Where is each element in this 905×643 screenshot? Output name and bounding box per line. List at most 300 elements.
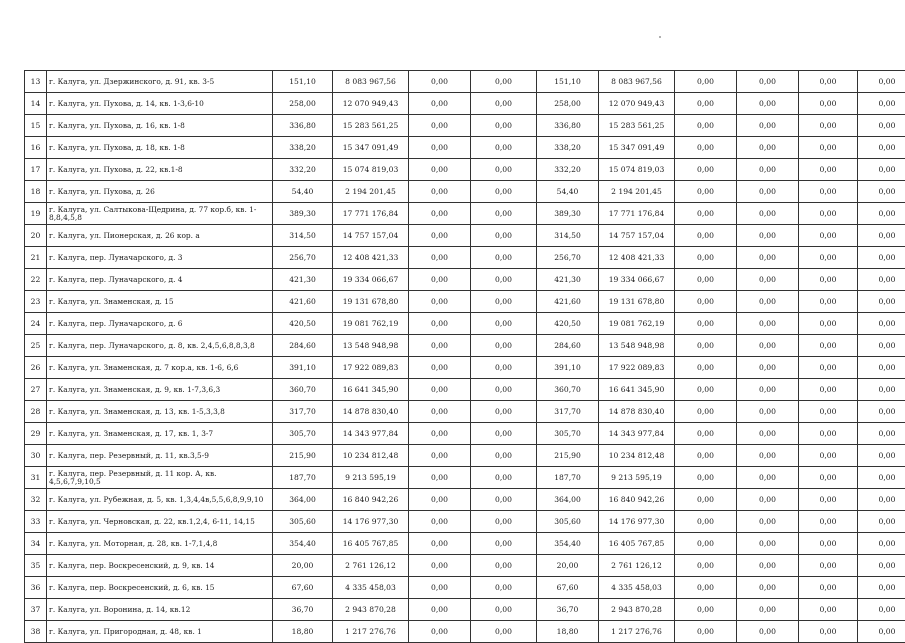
cost-total-cell: 15 347 091,49: [333, 137, 409, 159]
value-cell: 0,00: [799, 181, 858, 203]
area-total-cell: 20,00: [273, 555, 333, 577]
row-number-cell: 13: [25, 71, 47, 93]
housing-table: [24, 70, 905, 643]
area-total-cell: 420,50: [273, 313, 333, 335]
value-cell: 0,00: [409, 269, 471, 291]
value-cell: 0,00: [675, 335, 737, 357]
value-cell: 0,00: [471, 93, 537, 115]
table-row: [25, 511, 905, 533]
table-row: [25, 291, 905, 313]
value-cell: 0,00: [737, 225, 799, 247]
address-cell: г. Калуга, ул. Знаменская, д. 17, кв. 1, 3-7: [47, 423, 273, 445]
value-cell: 0,00: [409, 401, 471, 423]
cost-cell: 19 081 762,19: [599, 313, 675, 335]
value-cell: 0,00: [799, 357, 858, 379]
row-number-cell: 36: [25, 577, 47, 599]
address-cell: г. Калуга, ул. Дзержинского, д. 91, кв. 3-5: [47, 71, 273, 93]
area-total-cell: 391,10: [273, 357, 333, 379]
area-cell: 314,50: [537, 225, 599, 247]
table-row: [25, 93, 905, 115]
cost-total-cell: 4 335 458,03: [333, 577, 409, 599]
value-cell: 0,00: [799, 247, 858, 269]
value-cell: 0,00: [471, 115, 537, 137]
value-cell: 0,00: [471, 269, 537, 291]
area-cell: 67,60: [537, 577, 599, 599]
value-cell: 0,00: [799, 225, 858, 247]
value-cell: 0,00: [675, 445, 737, 467]
address-cell: г. Калуга, ул. Знаменская, д. 7 кор.а, кв. 1-6, 6,6: [47, 357, 273, 379]
value-cell: 0,00: [675, 115, 737, 137]
value-cell: 0,00: [737, 533, 799, 555]
table-row: [25, 115, 905, 137]
cost-cell: 16 641 345,90: [599, 379, 675, 401]
value-cell: 0,00: [737, 489, 799, 511]
value-cell: 0,00: [409, 621, 471, 643]
value-cell: 0,00: [675, 599, 737, 621]
value-cell: 0,00: [409, 533, 471, 555]
value-cell: 0,00: [799, 577, 858, 599]
row-number-cell: 30: [25, 445, 47, 467]
address-cell: г. Калуга, ул. Моторная, д. 28, кв. 1-7,1,4,8: [47, 533, 273, 555]
value-cell: 0,00: [409, 577, 471, 599]
value-cell: 0,00: [858, 621, 905, 643]
cost-total-cell: 2 761 126,12: [333, 555, 409, 577]
value-cell: 0,00: [675, 225, 737, 247]
value-cell: 0,00: [737, 357, 799, 379]
value-cell: 0,00: [675, 181, 737, 203]
area-total-cell: 360,70: [273, 379, 333, 401]
value-cell: 0,00: [675, 93, 737, 115]
value-cell: 0,00: [675, 203, 737, 225]
table-row: [25, 489, 905, 511]
value-cell: 0,00: [409, 599, 471, 621]
value-cell: 0,00: [799, 313, 858, 335]
value-cell: 0,00: [858, 137, 905, 159]
table-row: [25, 181, 905, 203]
cost-total-cell: 14 176 977,30: [333, 511, 409, 533]
cost-total-cell: 19 334 066,67: [333, 269, 409, 291]
value-cell: 0,00: [858, 247, 905, 269]
row-number-cell: 20: [25, 225, 47, 247]
cost-total-cell: 1 217 276,76: [333, 621, 409, 643]
cost-cell: 17 771 176,84: [599, 203, 675, 225]
area-total-cell: 258,00: [273, 93, 333, 115]
value-cell: 0,00: [737, 423, 799, 445]
area-cell: 215,90: [537, 445, 599, 467]
value-cell: 0,00: [858, 335, 905, 357]
value-cell: 0,00: [799, 621, 858, 643]
row-number-cell: 28: [25, 401, 47, 423]
cost-cell: 14 176 977,30: [599, 511, 675, 533]
cost-cell: 15 347 091,49: [599, 137, 675, 159]
area-cell: 54,40: [537, 181, 599, 203]
value-cell: 0,00: [409, 467, 471, 489]
table-row: [25, 203, 905, 225]
value-cell: 0,00: [409, 225, 471, 247]
row-number-cell: 24: [25, 313, 47, 335]
row-number-cell: 34: [25, 533, 47, 555]
area-total-cell: 305,60: [273, 511, 333, 533]
row-number-cell: 19: [25, 203, 47, 225]
value-cell: 0,00: [799, 159, 858, 181]
value-cell: 0,00: [409, 71, 471, 93]
value-cell: 0,00: [409, 489, 471, 511]
value-cell: 0,00: [858, 269, 905, 291]
value-cell: 0,00: [675, 423, 737, 445]
area-cell: 317,70: [537, 401, 599, 423]
table-row: [25, 225, 905, 247]
address-cell: г. Калуга, ул. Пионерская, д. 26 кор. а: [47, 225, 273, 247]
value-cell: 0,00: [471, 445, 537, 467]
area-total-cell: 67,60: [273, 577, 333, 599]
cost-total-cell: 16 641 345,90: [333, 379, 409, 401]
value-cell: 0,00: [799, 379, 858, 401]
area-cell: 256,70: [537, 247, 599, 269]
cost-total-cell: 2 194 201,45: [333, 181, 409, 203]
address-cell: г. Калуга, ул. Салтыкова-Щедрина, д. 77 кор.б, кв. 1-8,8,4,5,8: [47, 203, 273, 225]
value-cell: 0,00: [471, 181, 537, 203]
value-cell: 0,00: [737, 159, 799, 181]
table-row: [25, 445, 905, 467]
value-cell: 0,00: [799, 137, 858, 159]
value-cell: 0,00: [737, 181, 799, 203]
cost-total-cell: 8 083 967,56: [333, 71, 409, 93]
area-total-cell: 256,70: [273, 247, 333, 269]
area-cell: 354,40: [537, 533, 599, 555]
cost-total-cell: 10 234 812,48: [333, 445, 409, 467]
value-cell: 0,00: [799, 93, 858, 115]
value-cell: 0,00: [409, 93, 471, 115]
cost-cell: 2 943 870,28: [599, 599, 675, 621]
cost-cell: 16 405 767,85: [599, 533, 675, 555]
value-cell: 0,00: [471, 291, 537, 313]
value-cell: 0,00: [737, 313, 799, 335]
area-total-cell: 336,80: [273, 115, 333, 137]
cost-total-cell: 15 283 561,25: [333, 115, 409, 137]
value-cell: 0,00: [675, 555, 737, 577]
address-cell: г. Калуга, пер. Резервный, д. 11, кв.3,5-9: [47, 445, 273, 467]
document-sheet: [24, 70, 905, 643]
value-cell: 0,00: [858, 511, 905, 533]
value-cell: 0,00: [471, 71, 537, 93]
value-cell: 0,00: [799, 533, 858, 555]
value-cell: 0,00: [799, 599, 858, 621]
cost-cell: 8 083 967,56: [599, 71, 675, 93]
table-row: [25, 401, 905, 423]
cost-total-cell: 17 771 176,84: [333, 203, 409, 225]
row-number-cell: 15: [25, 115, 47, 137]
value-cell: 0,00: [858, 181, 905, 203]
value-cell: 0,00: [409, 511, 471, 533]
value-cell: 0,00: [737, 115, 799, 137]
value-cell: 0,00: [409, 357, 471, 379]
row-number-cell: 18: [25, 181, 47, 203]
value-cell: 0,00: [471, 203, 537, 225]
value-cell: 0,00: [737, 621, 799, 643]
address-cell: г. Калуга, ул. Рубежная, д. 5, кв. 1,3,4,4в,5,5,6,8,9,9,10: [47, 489, 273, 511]
cost-cell: 10 234 812,48: [599, 445, 675, 467]
area-total-cell: 389,30: [273, 203, 333, 225]
area-cell: 20,00: [537, 555, 599, 577]
value-cell: 0,00: [675, 401, 737, 423]
value-cell: 0,00: [471, 357, 537, 379]
address-cell: г. Калуга, пер. Воскресенский, д. 6, кв. 15: [47, 577, 273, 599]
value-cell: 0,00: [858, 379, 905, 401]
cost-total-cell: 14 757 157,04: [333, 225, 409, 247]
table-row: [25, 555, 905, 577]
address-cell: г. Калуга, пер. Воскресенский, д. 9, кв. 14: [47, 555, 273, 577]
cost-cell: 1 217 276,76: [599, 621, 675, 643]
value-cell: 0,00: [858, 577, 905, 599]
value-cell: 0,00: [409, 291, 471, 313]
cost-total-cell: 17 922 089,83: [333, 357, 409, 379]
table-row: [25, 621, 905, 643]
value-cell: 0,00: [858, 445, 905, 467]
value-cell: 0,00: [471, 599, 537, 621]
value-cell: 0,00: [858, 533, 905, 555]
value-cell: 0,00: [737, 445, 799, 467]
value-cell: 0,00: [675, 533, 737, 555]
value-cell: 0,00: [675, 291, 737, 313]
value-cell: 0,00: [799, 203, 858, 225]
area-total-cell: 364,00: [273, 489, 333, 511]
cost-cell: 19 334 066,67: [599, 269, 675, 291]
value-cell: 0,00: [737, 269, 799, 291]
value-cell: 0,00: [675, 489, 737, 511]
value-cell: 0,00: [675, 621, 737, 643]
value-cell: 0,00: [858, 203, 905, 225]
area-total-cell: 338,20: [273, 137, 333, 159]
cost-total-cell: 19 081 762,19: [333, 313, 409, 335]
value-cell: 0,00: [675, 467, 737, 489]
address-cell: г. Калуга, ул. Пухова, д. 14, кв. 1-3,6-10: [47, 93, 273, 115]
table-row: [25, 423, 905, 445]
area-total-cell: 54,40: [273, 181, 333, 203]
area-total-cell: 354,40: [273, 533, 333, 555]
cost-total-cell: 16 840 942,26: [333, 489, 409, 511]
table-row: [25, 335, 905, 357]
area-cell: 389,30: [537, 203, 599, 225]
area-total-cell: 314,50: [273, 225, 333, 247]
value-cell: 0,00: [737, 511, 799, 533]
value-cell: 0,00: [675, 357, 737, 379]
value-cell: 0,00: [858, 291, 905, 313]
value-cell: 0,00: [409, 203, 471, 225]
area-cell: 338,20: [537, 137, 599, 159]
value-cell: 0,00: [799, 71, 858, 93]
cost-total-cell: 9 213 595,19: [333, 467, 409, 489]
address-cell: г. Калуга, ул. Пригородная, д. 48, кв. 1: [47, 621, 273, 643]
value-cell: 0,00: [737, 577, 799, 599]
value-cell: 0,00: [409, 313, 471, 335]
value-cell: 0,00: [799, 489, 858, 511]
value-cell: 0,00: [675, 269, 737, 291]
value-cell: 0,00: [799, 335, 858, 357]
value-cell: 0,00: [858, 313, 905, 335]
value-cell: 0,00: [858, 489, 905, 511]
value-cell: 0,00: [799, 269, 858, 291]
cost-total-cell: 12 070 949,43: [333, 93, 409, 115]
row-number-cell: 29: [25, 423, 47, 445]
value-cell: 0,00: [737, 555, 799, 577]
value-cell: 0,00: [409, 159, 471, 181]
value-cell: 0,00: [675, 511, 737, 533]
table-row: [25, 357, 905, 379]
cost-total-cell: 15 074 819,03: [333, 159, 409, 181]
address-cell: г. Калуга, ул. Пухова, д. 26: [47, 181, 273, 203]
area-total-cell: 36,70: [273, 599, 333, 621]
value-cell: 0,00: [799, 291, 858, 313]
area-cell: 421,60: [537, 291, 599, 313]
address-cell: г. Калуга, пер. Резервный, д. 11 кор. А, кв. 4,5,6,7,9,10,5: [47, 467, 273, 489]
cost-cell: 14 757 157,04: [599, 225, 675, 247]
cost-cell: 2 194 201,45: [599, 181, 675, 203]
cost-cell: 13 548 948,98: [599, 335, 675, 357]
value-cell: 0,00: [799, 115, 858, 137]
table-row: [25, 379, 905, 401]
area-cell: 258,00: [537, 93, 599, 115]
row-number-cell: 27: [25, 379, 47, 401]
address-cell: г. Калуга, ул. Знаменская, д. 9, кв. 1-7,3,6,3: [47, 379, 273, 401]
row-number-cell: 38: [25, 621, 47, 643]
value-cell: 0,00: [471, 247, 537, 269]
row-number-cell: 16: [25, 137, 47, 159]
row-number-cell: 35: [25, 555, 47, 577]
value-cell: 0,00: [858, 115, 905, 137]
value-cell: 0,00: [675, 313, 737, 335]
row-number-cell: 22: [25, 269, 47, 291]
row-number-cell: 21: [25, 247, 47, 269]
value-cell: 0,00: [858, 423, 905, 445]
value-cell: 0,00: [471, 489, 537, 511]
value-cell: 0,00: [409, 247, 471, 269]
address-cell: г. Калуга, ул. Черновская, д. 22, кв.1,2,4, 6-11, 14,15: [47, 511, 273, 533]
area-total-cell: 332,20: [273, 159, 333, 181]
address-cell: г. Калуга, ул. Знаменская, д. 13, кв. 1-5,3,3,8: [47, 401, 273, 423]
address-cell: г. Калуга, пер. Луначарского, д. 3: [47, 247, 273, 269]
value-cell: 0,00: [471, 577, 537, 599]
area-cell: 284,60: [537, 335, 599, 357]
cost-cell: 12 070 949,43: [599, 93, 675, 115]
area-cell: 364,00: [537, 489, 599, 511]
table-row: [25, 467, 905, 489]
value-cell: 0,00: [471, 621, 537, 643]
cost-total-cell: 19 131 678,80: [333, 291, 409, 313]
address-cell: г. Калуга, пер. Луначарского, д. 8, кв. 2,4,5,6,8,8,3,8: [47, 335, 273, 357]
table-body: [25, 71, 905, 643]
value-cell: 0,00: [858, 401, 905, 423]
cost-cell: 17 922 089,83: [599, 357, 675, 379]
value-cell: 0,00: [471, 511, 537, 533]
value-cell: 0,00: [409, 181, 471, 203]
area-total-cell: 421,60: [273, 291, 333, 313]
value-cell: 0,00: [737, 599, 799, 621]
value-cell: 0,00: [737, 467, 799, 489]
cost-total-cell: 16 405 767,85: [333, 533, 409, 555]
cost-total-cell: 12 408 421,33: [333, 247, 409, 269]
value-cell: 0,00: [471, 379, 537, 401]
value-cell: 0,00: [799, 555, 858, 577]
cost-cell: 12 408 421,33: [599, 247, 675, 269]
area-cell: 305,70: [537, 423, 599, 445]
cost-total-cell: 13 548 948,98: [333, 335, 409, 357]
value-cell: 0,00: [409, 115, 471, 137]
value-cell: 0,00: [675, 137, 737, 159]
cost-cell: 9 213 595,19: [599, 467, 675, 489]
area-cell: 421,30: [537, 269, 599, 291]
value-cell: 0,00: [858, 71, 905, 93]
value-cell: 0,00: [409, 137, 471, 159]
value-cell: 0,00: [409, 423, 471, 445]
area-cell: 305,60: [537, 511, 599, 533]
value-cell: 0,00: [858, 357, 905, 379]
table-row: [25, 269, 905, 291]
area-total-cell: 151,10: [273, 71, 333, 93]
value-cell: 0,00: [409, 445, 471, 467]
value-cell: 0,00: [858, 93, 905, 115]
area-cell: 187,70: [537, 467, 599, 489]
area-cell: 391,10: [537, 357, 599, 379]
address-cell: г. Калуга, ул. Воронина, д. 14, кв.12: [47, 599, 273, 621]
value-cell: 0,00: [471, 401, 537, 423]
value-cell: 0,00: [471, 467, 537, 489]
area-cell: 360,70: [537, 379, 599, 401]
value-cell: 0,00: [737, 247, 799, 269]
row-number-cell: 33: [25, 511, 47, 533]
table-row: [25, 159, 905, 181]
cost-total-cell: 14 878 830,40: [333, 401, 409, 423]
value-cell: 0,00: [737, 379, 799, 401]
value-cell: 0,00: [737, 203, 799, 225]
address-cell: г. Калуга, ул. Пухова, д. 18, кв. 1-8: [47, 137, 273, 159]
area-total-cell: 284,60: [273, 335, 333, 357]
value-cell: 0,00: [409, 555, 471, 577]
table-row: [25, 599, 905, 621]
cost-cell: 16 840 942,26: [599, 489, 675, 511]
area-cell: 336,80: [537, 115, 599, 137]
value-cell: 0,00: [737, 291, 799, 313]
value-cell: 0,00: [471, 159, 537, 181]
cost-cell: 14 878 830,40: [599, 401, 675, 423]
value-cell: 0,00: [737, 335, 799, 357]
cost-cell: 15 283 561,25: [599, 115, 675, 137]
cost-total-cell: 2 943 870,28: [333, 599, 409, 621]
value-cell: 0,00: [471, 335, 537, 357]
value-cell: 0,00: [799, 467, 858, 489]
row-number-cell: 23: [25, 291, 47, 313]
value-cell: 0,00: [471, 533, 537, 555]
cost-cell: 14 343 977,84: [599, 423, 675, 445]
scan-speck: [659, 36, 661, 38]
table-row: [25, 577, 905, 599]
area-total-cell: 215,90: [273, 445, 333, 467]
value-cell: 0,00: [471, 313, 537, 335]
area-cell: 151,10: [537, 71, 599, 93]
value-cell: 0,00: [858, 599, 905, 621]
area-total-cell: 421,30: [273, 269, 333, 291]
row-number-cell: 25: [25, 335, 47, 357]
table-row: [25, 313, 905, 335]
row-number-cell: 14: [25, 93, 47, 115]
address-cell: г. Калуга, пер. Луначарского, д. 4: [47, 269, 273, 291]
row-number-cell: 32: [25, 489, 47, 511]
value-cell: 0,00: [409, 335, 471, 357]
value-cell: 0,00: [471, 137, 537, 159]
cost-total-cell: 14 343 977,84: [333, 423, 409, 445]
value-cell: 0,00: [858, 555, 905, 577]
address-cell: г. Калуга, пер. Луначарского, д. 6: [47, 313, 273, 335]
value-cell: 0,00: [799, 401, 858, 423]
